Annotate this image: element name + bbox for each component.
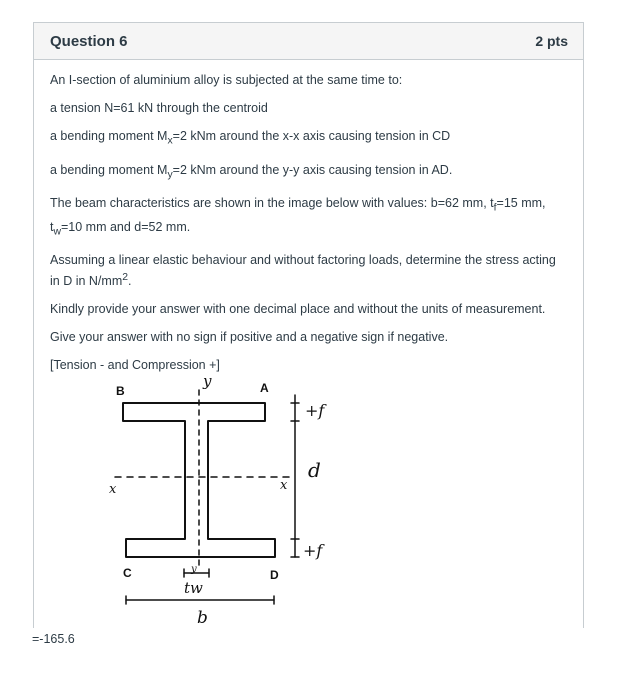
label-tw: tw — [184, 579, 203, 597]
question-title: Question 6 — [50, 32, 128, 50]
label-d-corner: D — [270, 568, 279, 582]
label-tf-bottom: +f — [303, 541, 323, 560]
question-header — [34, 23, 583, 60]
label-b-corner: B — [116, 384, 125, 398]
i-section-figure — [60, 345, 350, 630]
label-x-axis-left: x — [109, 482, 117, 497]
format-decimal: Kindly provide your answer with one decimal place and without the units of measurement. — [50, 302, 546, 317]
label-tf-top: +f — [305, 401, 325, 420]
question-intro: An I-section of aluminium alloy is subjected at the same time to: — [50, 73, 403, 87]
question-task: Assuming a linear elastic behaviour and without factoring loads, determine the stress acting in D in $N/mm^2$. — [50, 253, 556, 289]
i-section-drawing — [60, 345, 350, 630]
question-body — [34, 60, 583, 374]
label-x-axis-right: x — [280, 478, 288, 493]
label-y-axis: y — [203, 372, 212, 390]
format-sign: Give your answer with no sign if positive and a negative sign if negative. — [50, 330, 449, 345]
label-d: d — [308, 458, 321, 482]
label-c-corner: C — [123, 566, 132, 580]
load-moment-y: a bending moment $M_y=2$ kNm around the y-y axis causing tension in AD. — [50, 162, 453, 180]
question-points: 2 pts — [535, 33, 568, 49]
load-moment-x: a bending moment $M_x=2$ kNm around the x-x axis causing tension in CD — [50, 129, 451, 147]
sign-convention: [Tension - and Compression +] — [50, 358, 220, 373]
load-tension: a tension N=61 kN through the centroid — [50, 101, 268, 115]
label-y-axis-bottom: y — [191, 564, 197, 575]
label-b: b — [197, 608, 208, 628]
label-a-corner: A — [260, 381, 269, 395]
beam-characteristics: The beam characteristics are shown in the image below with values: b=62 mm, $t_f=15$ mm, $t_w=10$ mm and d=52 mm. — [50, 196, 546, 237]
answer-text: =-165.6 — [32, 632, 75, 646]
